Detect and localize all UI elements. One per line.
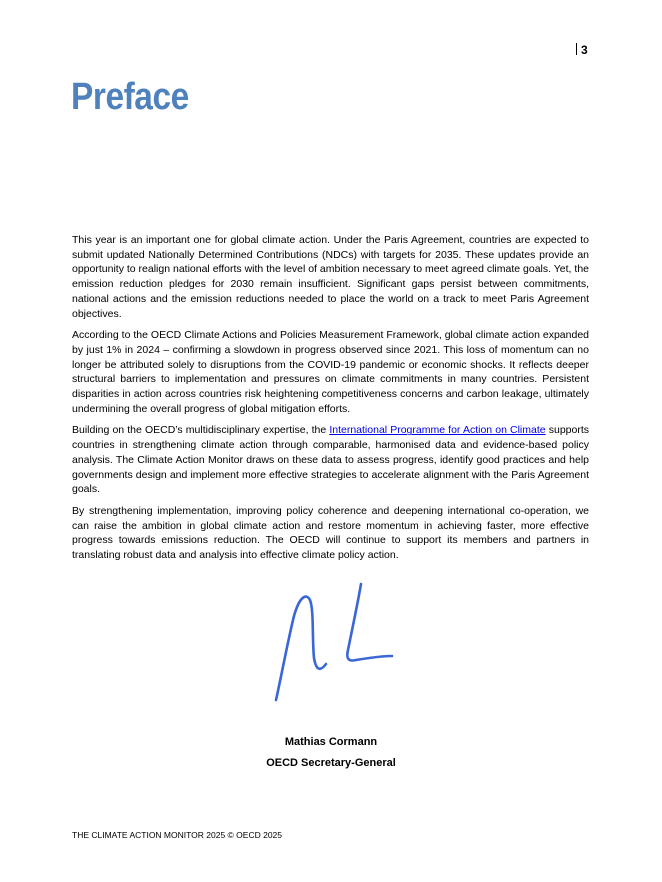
- page-title: Preface: [71, 76, 189, 118]
- signatory-name: Mathias Cormann: [284, 736, 378, 748]
- handwritten-signature: [266, 578, 401, 708]
- page-footer: THE CLIMATE ACTION MONITOR 2025 © OECD 2025: [72, 830, 283, 840]
- paragraph-1: This year is an important one for global climate action. Under the Paris Agreement, countries are expected to submit updated Nationally Determined Contributions (NDCs) with targets for 2035. These updates provide an opportunity to realign national efforts with the level of ambition necessary to meet agreed climate goals. Yet, the emission reduction pledges for 2030 remain insufficient. Significant gaps persist between commitments, national actions and the emission reductions needed to place the world on a track to meet Paris Agreement objectives.: [72, 234, 589, 320]
- preface-body: [72, 233, 589, 570]
- programme-link[interactable]: International Programme for Action on Climate: [329, 424, 546, 437]
- page-number-value: 3: [581, 43, 588, 57]
- page-number-divider: [576, 43, 577, 55]
- paragraph-2: According to the OECD Climate Actions and Policies Measurement Framework, global climate action expanded by just 1% in 2024 – confirming a slowdown in progress observed since 2021. This loss of momentum can no longer be attributed solely to disruptions from the COVID-19 pandemic or economic shocks. It reflects deeper structural barriers to implementation and pressures on climate commitments in many countries. Persistent disparities in action across countries risk heightening competitiveness concerns and carbon leakage, ultimately undermining the overall progress of global mitigation efforts.: [72, 329, 589, 415]
- paragraph-3-rest: supports countries in strengthening climate action through comparable, harmonised data and evidence-based policy analysis. The Climate Action Monitor draws on these data to assess progress, identify good practices and help governments design and implement more effective strategies to accelerate alignment with the Paris Agreement goals.: [72, 424, 590, 496]
- paragraph-3-intro: Building on the OECD’s multidisciplinary expertise, the: [72, 424, 330, 437]
- signatory-title: OECD Secretary-General: [266, 757, 396, 769]
- paragraph-3: [72, 423, 589, 497]
- signature-stroke-first: [276, 597, 326, 700]
- signature-stroke-second: [347, 584, 392, 661]
- paragraph-4: By strengthening implementation, improving policy coherence and deepening international co-operation, we can raise the ambition in global climate action and restore momentum in achieving faster, more effective progress towards emissions reduction. The OECD will continue to support its members and partners in translating robust data and analysis into effective climate policy action.: [72, 504, 589, 562]
- page-number: [576, 43, 588, 57]
